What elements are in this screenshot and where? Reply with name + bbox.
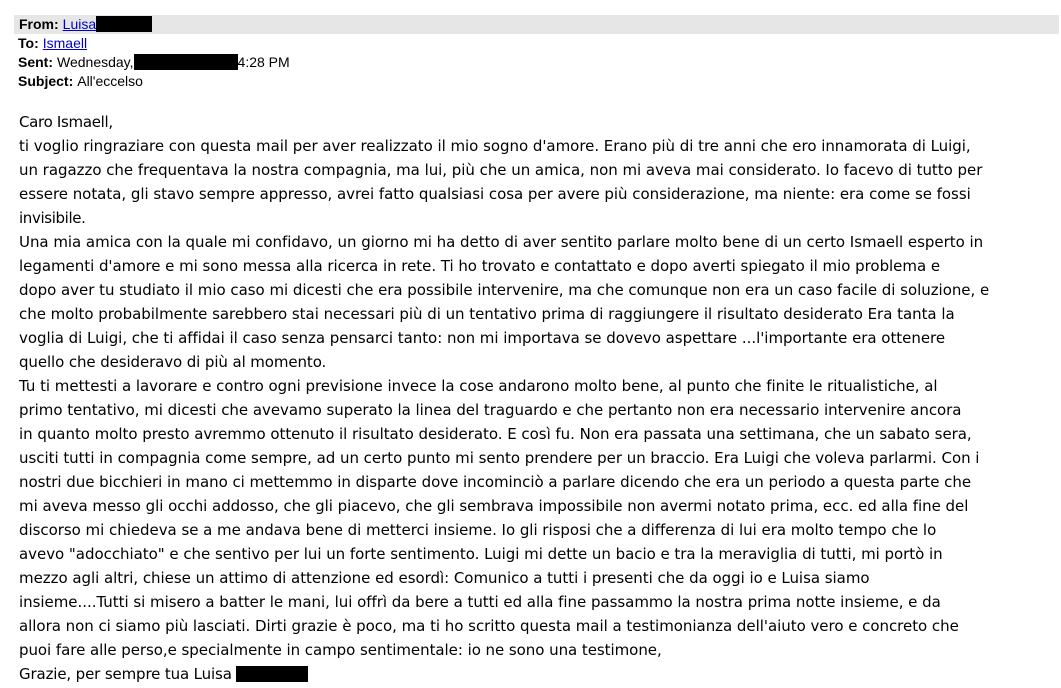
body-line: avevo "adocchiato" e che sentivo per lui un forte sentimento. Luigi mi dette un bacio e tra la meraviglia di tutti, mi portò in [19,545,943,563]
body-line: voglia di Luigi, che ti affidai il caso senza pensarci tanto: non mi importava se dovevo aspettare ...l'importante era ottenere [19,329,946,347]
body-line: invisibile. [19,209,86,227]
body-line: ti voglio ringraziare con questa mail per aver realizzato il mio sogno d'amore. Erano più di tre anni che ero innamorata di Luigi, [19,137,971,155]
body-line: nostri due bicchieri in mano ci mettemmo in disparte dove incominciò a parlare dicendo che era un periodo a questa parte che [19,473,972,491]
sent-time: 4:28 PM [237,54,290,70]
email-body [19,110,1059,686]
body-line: primo tentativo, mi dicesti che avevamo superato la linea del traguardo e che pertanto non era necessario intervenire ancora [19,401,962,419]
sent-day: Wednesday, [57,54,134,70]
body-line: Una mia amica con la quale mi confidavo, un giorno mi ha detto di aver sentito parlare molto bene di un certo Ismaell esperto in [19,233,984,251]
to-name-link[interactable]: Ismaell [42,35,88,51]
body-line: insieme....Tutti si misero a batter le mani, lui offrì da bere a tutti ed alla fine passammo la nostra prima notte insieme, e da [19,593,941,611]
subject-row [18,72,143,91]
sent-row [18,53,290,72]
to-row [18,34,87,53]
body-line: mezzo agli altri, chiese un attimo di attenzione ed esordì: Comunico a tutti i presenti che da oggi io e Luisa siamo [19,569,870,587]
body-line: allora non ci siamo più lasciati. Dirti grazie è poco, ma ti ho scritto questa mail a testimonianza dell'aiuto vero e concreto che [19,617,959,635]
body-line: discorso mi chiedeva se a me andava bene di metterci insieme. Io gli risposi che a differenza di lui era molto tempo che lo [19,521,937,539]
subject-text: All'eccelso [77,73,143,89]
signoff-text: Grazie, per sempre tua Luisa [19,665,232,683]
body-line: puoi fare alle perso,e specialmente in campo sentimentale: io ne sono una testimone, [19,641,662,659]
redaction-bar [134,54,238,70]
sent-label: Sent: [18,54,53,70]
body-line: dopo aver tu studiato il mio caso mi dicesti che era possibile intervenire, ma che comunque non era un caso facile di soluzione, e [19,281,990,299]
body-line: essere notata, gli stavo sempre appresso, avrei fatto qualsiasi cosa per avere più considerazione, ma niente: era come se fossi [19,185,971,203]
subject-label: Subject: [18,73,74,89]
body-line: quello che desideravo di più al momento. [19,353,327,371]
redaction-bar [236,666,308,682]
body-line: mi aveva messo gli occhi addosso, che gli piacevo, che gli sembrava impossibile non avermi notato prima, ecc. ed alla fine del [19,497,969,515]
body-line: che molto probabilmente sarebbero stai necessari più di un tentativo prima di raggiungere il risultato desiderato Era tanta la [19,305,955,323]
from-name-link[interactable]: Luisa [62,16,97,32]
body-line: in quanto molto presto avremmo ottenuto il risultato desiderato. E così fu. Non era passata una settimana, che un sabato sera, [19,425,972,443]
signoff-line [19,662,1059,686]
body-line: legamenti d'amore e mi sono messa alla ricerca in rete. Ti ho trovato e contattato e dopo averti spiegato il mio problema e [19,257,941,275]
redaction-bar [96,16,152,32]
to-label: To: [18,35,39,51]
body-line: un ragazzo che frequentava la nostra compagnia, ma lui, più che un amica, non mi aveva mai considerato. Io facevo di tutto per [19,161,983,179]
from-row [14,15,1059,34]
from-label: From: [19,16,59,32]
body-line: Tu ti mettesti a lavorare e contro ogni previsione invece la cose andarono molto bene, al punto che finite le ritualistiche, al [19,377,938,395]
body-line: Caro Ismaell, [19,113,113,131]
body-line: usciti tutti in compagnia come sempre, ad un certo punto mi sento prendere per un braccio. Era Luigi che voleva parlarmi. Con i [19,449,980,467]
